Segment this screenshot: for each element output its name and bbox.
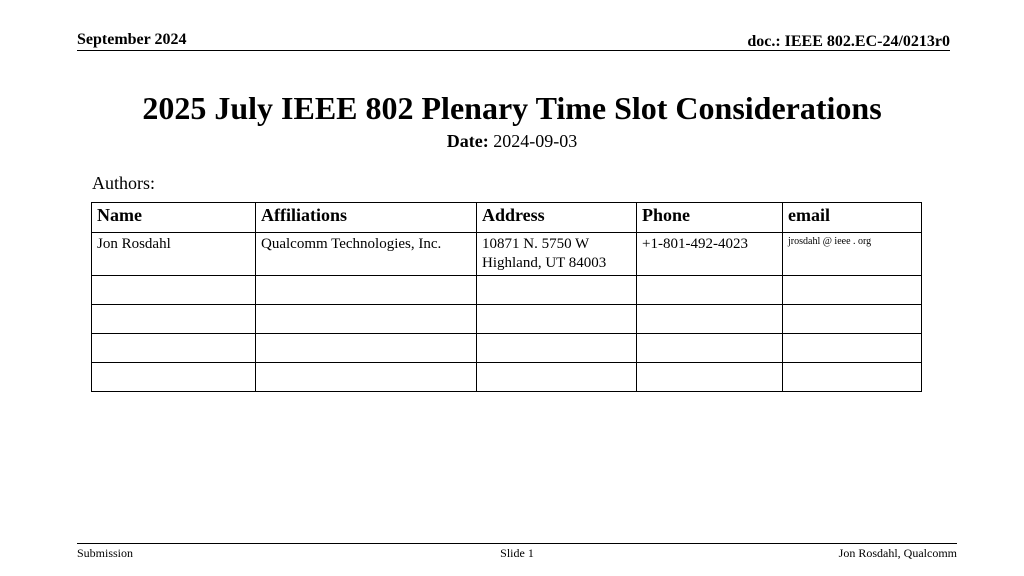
header-doc-id: doc.: IEEE 802.EC-24/0213r0: [747, 33, 950, 50]
date-label: Date:: [446, 131, 489, 151]
table-row: [92, 334, 922, 363]
table-row: [92, 305, 922, 334]
address-line-1: 10871 N. 5750 W: [482, 236, 590, 252]
author-phone: +1-801-492-4023: [637, 233, 783, 276]
empty-cell: [637, 334, 783, 363]
slide-title: 2025 July IEEE 802 Plenary Time Slot Considerations: [142, 90, 882, 126]
empty-cell: [783, 334, 922, 363]
column-header-email: email: [783, 203, 922, 233]
empty-cell: [92, 334, 256, 363]
footer-author: Jon Rosdahl, Qualcomm: [838, 546, 957, 560]
empty-cell: [92, 305, 256, 334]
empty-cell: [477, 363, 637, 392]
empty-cell: [637, 305, 783, 334]
empty-cell: [256, 363, 477, 392]
empty-cell: [477, 305, 637, 334]
header-rule: [77, 50, 950, 51]
empty-cell: [783, 305, 922, 334]
empty-cell: [637, 276, 783, 305]
authors-table: [91, 202, 922, 392]
table-row: [92, 363, 922, 392]
column-header-phone: Phone: [637, 203, 783, 233]
address-line-2: Highland, UT 84003: [482, 255, 607, 271]
empty-cell: [256, 334, 477, 363]
table-header-row: [92, 203, 922, 233]
empty-cell: [783, 276, 922, 305]
footer-rule: [77, 543, 957, 544]
authors-label: Authors:: [92, 173, 155, 193]
date-value: 2024-09-03: [493, 131, 578, 151]
column-header-affiliations: Affiliations: [256, 203, 477, 233]
author-email: jrosdahl @ ieee . org: [783, 233, 922, 276]
empty-cell: [92, 276, 256, 305]
empty-cell: [256, 305, 477, 334]
author-name: Jon Rosdahl: [92, 233, 256, 276]
header-date: September 2024: [77, 31, 187, 48]
footer-slide-number: Slide 1: [500, 546, 534, 560]
empty-cell: [783, 363, 922, 392]
empty-cell: [637, 363, 783, 392]
empty-cell: [92, 363, 256, 392]
empty-cell: [477, 334, 637, 363]
date-line: [0, 131, 1024, 152]
column-header-address: Address: [477, 203, 637, 233]
empty-cell: [477, 276, 637, 305]
author-address: [477, 233, 637, 276]
footer-submission: Submission: [77, 546, 134, 560]
empty-cell: [256, 276, 477, 305]
table-row: [92, 276, 922, 305]
author-affiliation: Qualcomm Technologies, Inc.: [256, 233, 477, 276]
table-row: [92, 233, 922, 276]
column-header-name: Name: [92, 203, 256, 233]
